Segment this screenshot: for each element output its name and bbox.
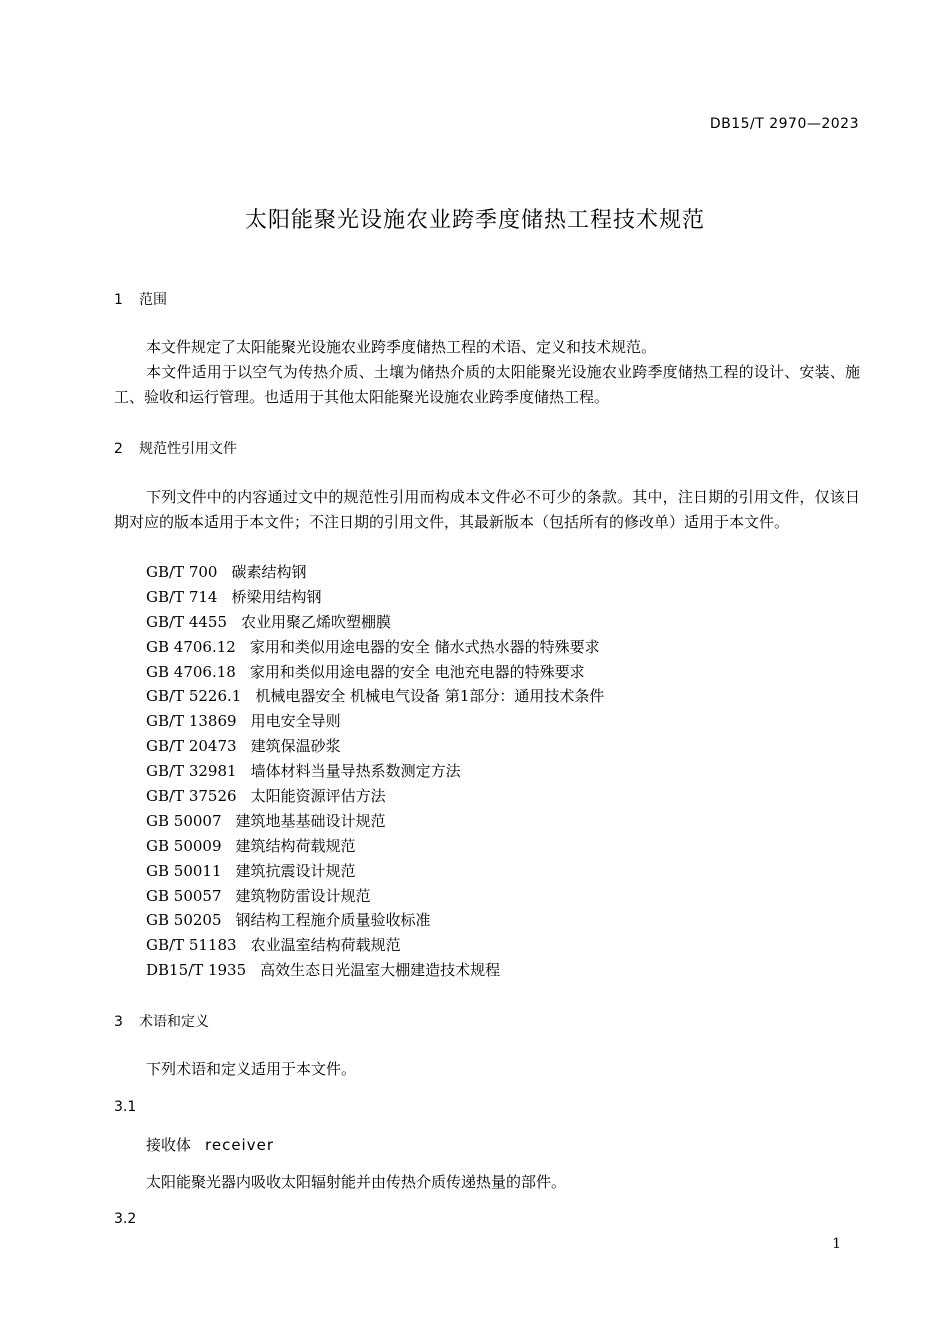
reference-title: 建筑结构荷载规范: [235, 836, 356, 855]
term-english: receiver: [205, 1136, 274, 1154]
reference-code: GB 50011: [146, 861, 222, 880]
reference-code: GB 4706.18: [146, 662, 236, 681]
reference-title: 太阳能资源评估方法: [250, 787, 386, 806]
reference-title: 建筑抗震设计规范: [235, 861, 356, 880]
reference-title: 建筑物防雷设计规范: [235, 886, 371, 905]
reference-title: 农业用聚乙烯吹塑棚膜: [241, 612, 392, 631]
reference-item: [146, 958, 604, 983]
standard-code: DB15/T 2970—2023: [709, 116, 859, 132]
reference-code: GB 50057: [146, 886, 222, 905]
reference-item: [146, 684, 604, 709]
page-number: 1: [832, 1236, 841, 1252]
section-1-body: [114, 335, 860, 410]
reference-code: GB 4706.12: [146, 637, 236, 656]
reference-code: GB/T 13869: [146, 712, 237, 731]
reference-item: [146, 784, 604, 809]
term-definition: [114, 1170, 860, 1195]
reference-title: 高效生态日光温室大棚建造技术规程: [260, 961, 501, 980]
clause-number: 3.2: [114, 1211, 137, 1227]
reference-title: 机械电器安全 机械电气设备 第1部分：通用技术条件: [255, 687, 605, 706]
reference-item: [146, 610, 604, 635]
reference-item: [146, 759, 604, 784]
paragraph: 太阳能聚光器内吸收太阳辐射能并由传热介质传递热量的部件。: [146, 1173, 567, 1191]
section-2-intro: [114, 485, 860, 535]
reference-item: [146, 859, 604, 884]
reference-item: [146, 560, 604, 585]
paragraph: 本文件规定了太阳能聚光设施农业跨季度储热工程的术语、定义和技术规范。: [146, 338, 657, 356]
reference-item: [146, 709, 604, 734]
reference-title: 桥梁用结构钢: [231, 587, 322, 606]
document-title: 太阳能聚光设施农业跨季度储热工程技术规范: [244, 208, 705, 233]
paragraph: 下列文件中的内容通过文中的规范性引用而构成本文件必不可少的条款。其中，注日期的引用文件，仅该日期对应的版本适用于本文件；不注日期的引用文件，其最新版本（包括所有的修改单）适用于本文件。: [114, 488, 860, 531]
clause-number: 3.1: [114, 1099, 137, 1115]
reference-item: [146, 585, 604, 610]
section-number: 2: [114, 441, 123, 457]
reference-item: [146, 635, 604, 660]
reference-item: [146, 908, 604, 933]
reference-title: 建筑保温砂浆: [250, 737, 341, 756]
reference-code: GB 50009: [146, 836, 222, 855]
reference-title: 墙体材料当量导热系数测定方法: [250, 762, 461, 781]
section-number: 1: [114, 292, 123, 308]
reference-code: GB/T 51183: [146, 936, 237, 955]
paragraph: 下列术语和定义适用于本文件。: [146, 1060, 357, 1078]
section-3-heading: [114, 1011, 209, 1031]
reference-code: GB/T 4455: [146, 612, 228, 631]
reference-title: 家用和类似用途电器的安全 电池充电器的特殊要求: [249, 662, 585, 681]
reference-list: [146, 560, 604, 983]
reference-title: 用电安全导则: [250, 712, 341, 731]
reference-code: GB/T 37526: [146, 787, 237, 806]
term-chinese: 接收体: [146, 1136, 192, 1154]
reference-item: [146, 834, 604, 859]
section-title: 术语和定义: [139, 1014, 209, 1030]
section-number: 3: [114, 1014, 123, 1030]
reference-code: GB 50007: [146, 811, 222, 830]
reference-item: [146, 884, 604, 909]
reference-item: [146, 809, 604, 834]
reference-code: DB15/T 1935: [146, 961, 247, 980]
reference-title: 农业温室结构荷载规范: [250, 936, 401, 955]
section-3-intro: [114, 1057, 860, 1082]
section-title: 范围: [139, 292, 167, 308]
reference-title: 钢结构工程施介质量验收标准: [235, 911, 431, 930]
section-title: 规范性引用文件: [139, 441, 237, 457]
term-entry: [146, 1134, 274, 1155]
section-2-heading: [114, 438, 237, 458]
section-1-heading: [114, 289, 167, 309]
reference-code: GB/T 700: [146, 563, 218, 581]
reference-item: [146, 660, 604, 685]
paragraph: 本文件适用于以空气为传热介质、土壤为储热介质的太阳能聚光设施农业跨季度储热工程的设计、安装、施工、验收和运行管理。也适用于其他太阳能聚光设施农业跨季度储热工程。: [114, 363, 860, 406]
reference-code: GB 50205: [146, 911, 222, 930]
reference-code: GB/T 32981: [146, 762, 237, 781]
reference-code: GB/T 714: [146, 587, 218, 606]
reference-code: GB/T 20473: [146, 737, 237, 756]
reference-item: [146, 734, 604, 759]
reference-title: 建筑地基基础设计规范: [235, 811, 386, 830]
reference-item: [146, 933, 604, 958]
reference-title: 家用和类似用途电器的安全 储水式热水器的特殊要求: [249, 637, 600, 656]
reference-title: 碳素结构钢: [231, 563, 307, 581]
reference-code: GB/T 5226.1: [146, 687, 242, 706]
